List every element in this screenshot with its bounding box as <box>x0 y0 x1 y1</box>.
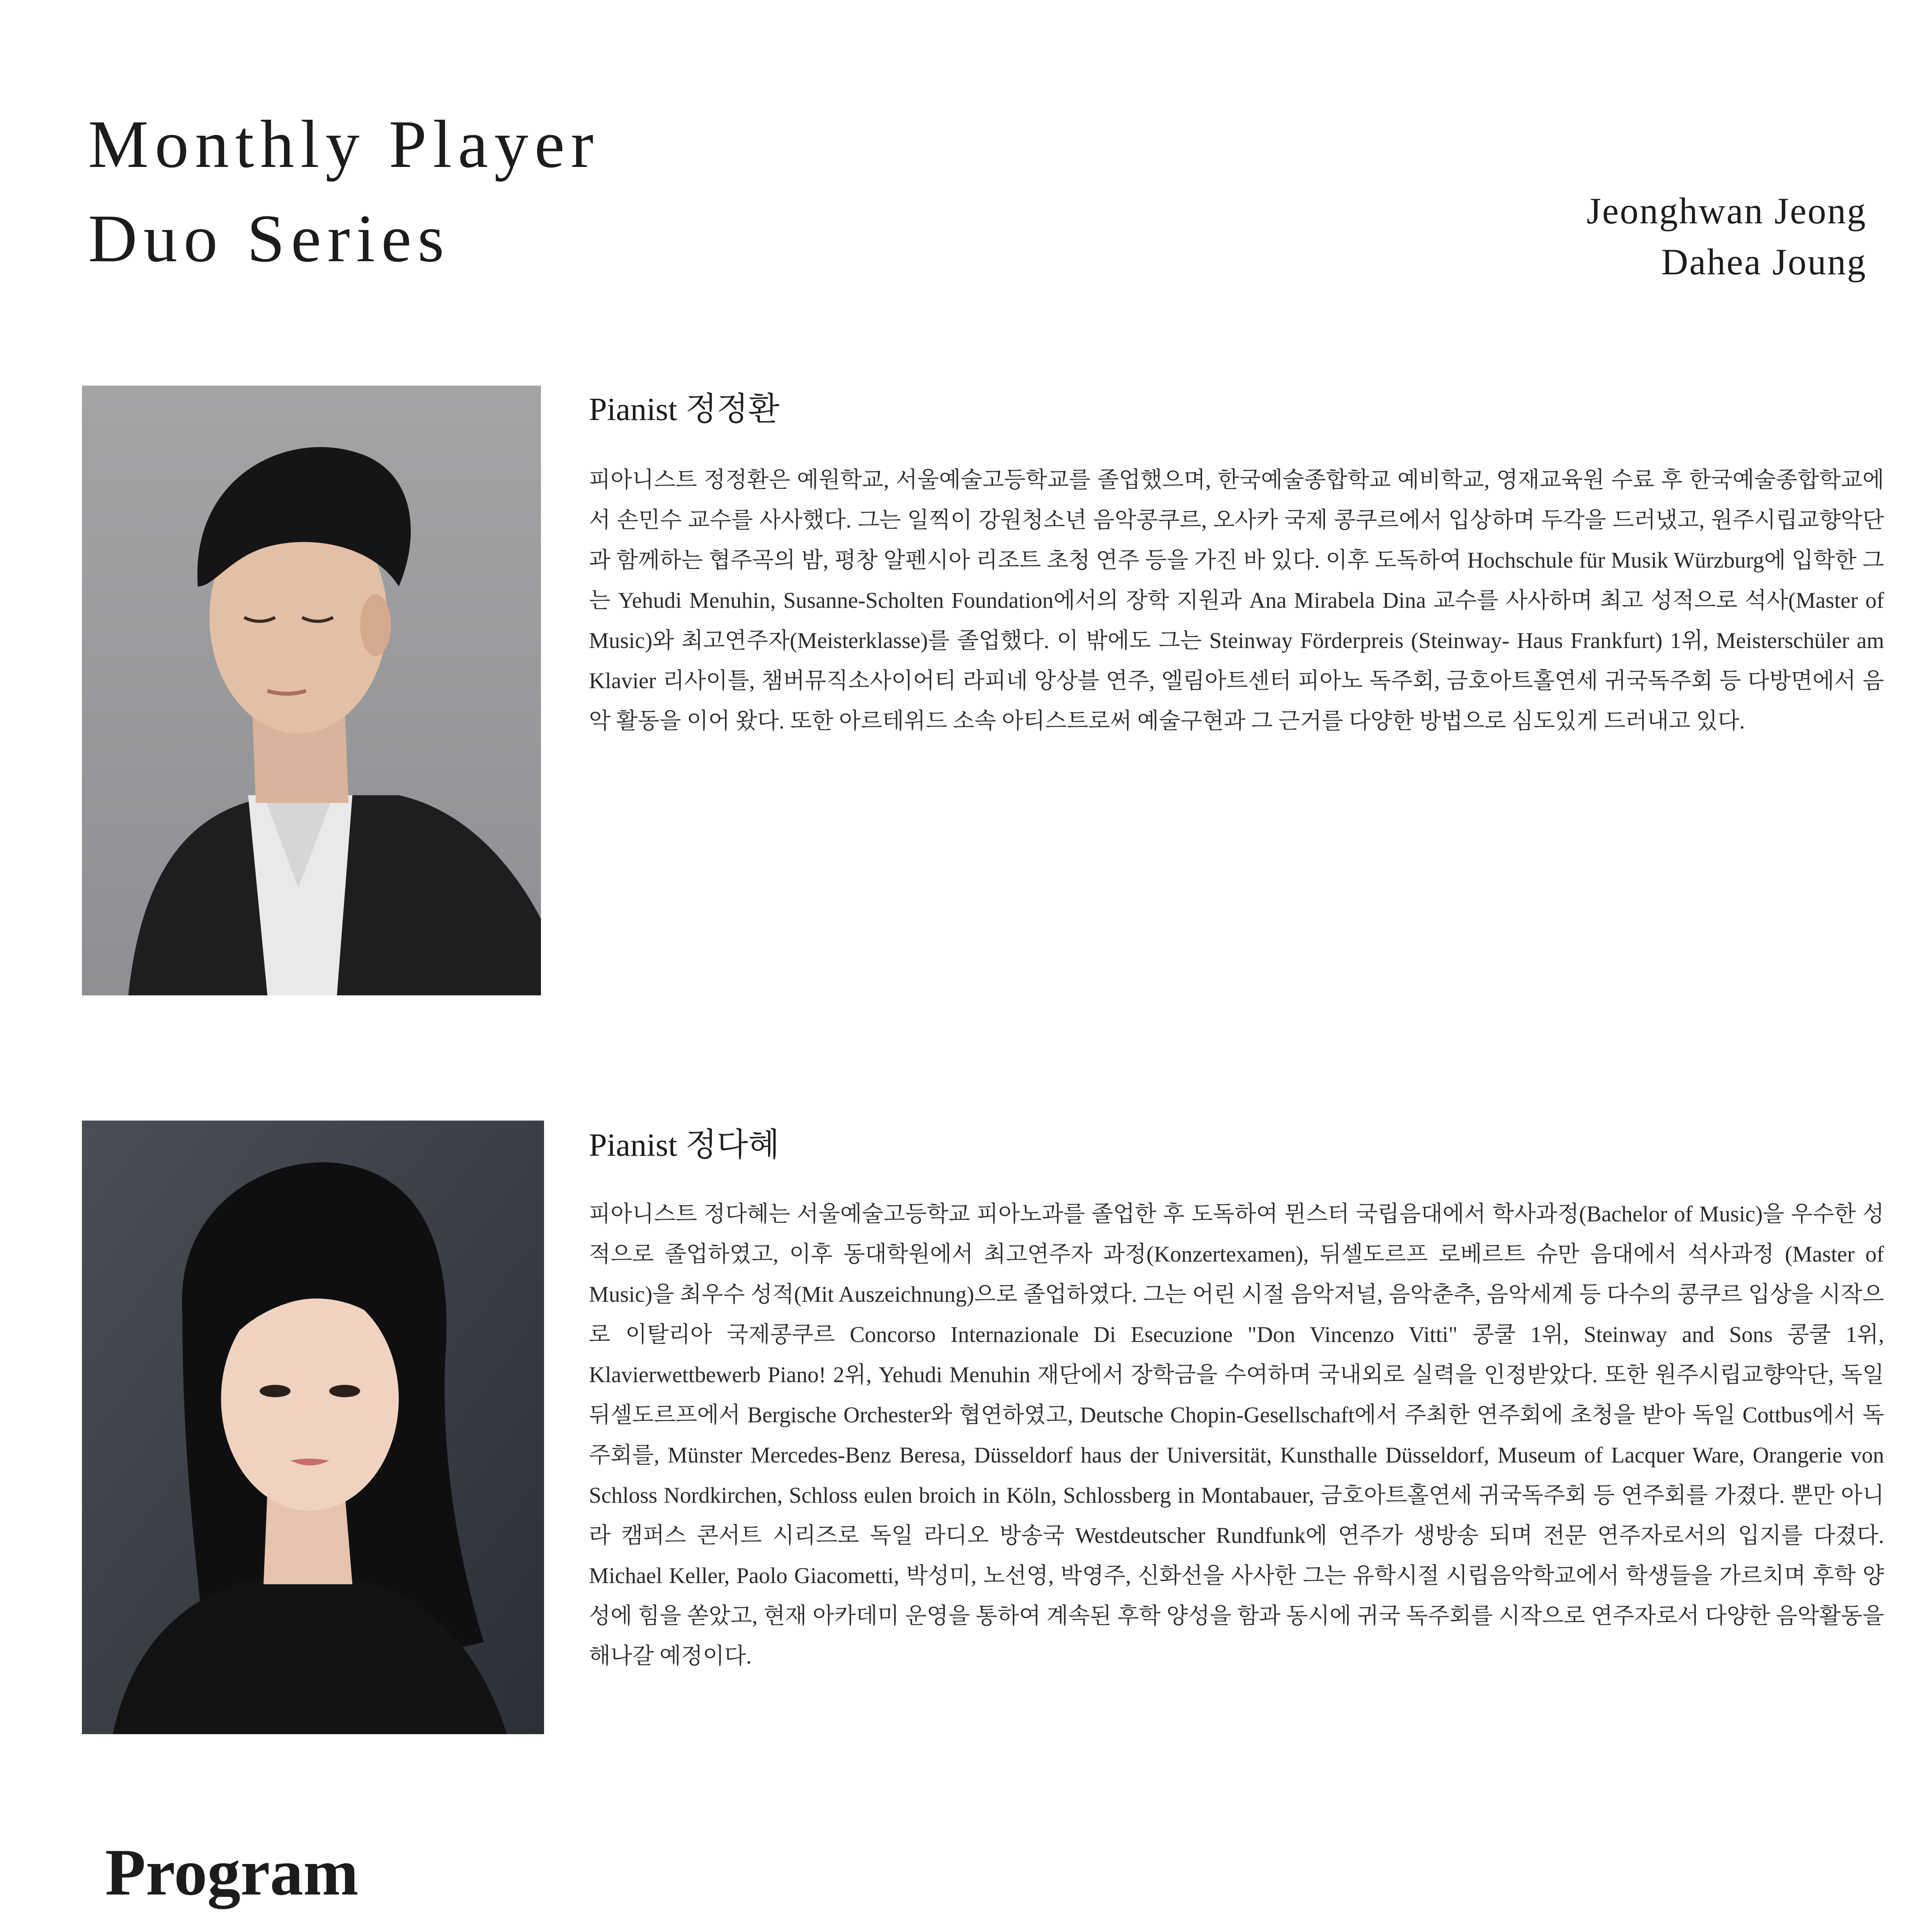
portrait-image <box>82 386 541 995</box>
bio-heading-dahea: Pianist 정다혜 <box>589 1127 780 1163</box>
performer-name: Jeonghwan Jeong <box>1587 190 1867 231</box>
performer-name: Dahea Joung <box>1661 241 1867 282</box>
title-line-1: Monthly Player <box>88 107 600 182</box>
title-line-2: Duo Series <box>88 201 451 276</box>
performer-names <box>1587 185 1867 287</box>
bio-text-dahea: 피아니스트 정다혜는 서울예술고등학교 피아노과를 졸업한 후 도독하여 뮌스터 국립음대에서 학사과정(Bachelor of Music)을 우수한 성적으로 졸업하였고, 이후 동대학원에서 최고연주자 과정(Konzertexamen), 뒤셀도르프 로베르트 슈만 음대에서 석사과정 (Master of Music)을 최우수 성적(Mit Auszeichnung)으로 졸업하였다. 그는 어린 시절 음악저널, 음악춘추, 음악세계 등 다수의 콩쿠르 입상을 시작으로 이탈리아 국제콩쿠르 Concorso Internazionale Di Esecuzione "Don Vincenzo Vitti" 콩쿨 1위, Steinway and Sons 콩쿨 1위, Klavierwettbewerb Piano! 2위, Yehudi Menuhin 재단에서 장학금을 수여하며 국내외로 실력을 인정받았다. 또한 원주시립교향악단, 독일 뒤셀도르프에서 Bergische Orchester와 협연하였고, Deutsche Chopin-Gesellschaft에서 주최한 연주회에 초청을 받아 독일 Cottbus에서 독주회를, Münster Mercedes-Benz Beresa, Düsseldorf haus der Universität, Kunsthalle Düsseldorf, Museum of Lacquer Ware, Orangerie von Schloss Nordkirchen, Schloss eulen broich in Köln, Schlossberg in Montabauer, 금호아트홀연세 귀국독주회 등 연주회를 가졌다. 뿐만 아니라 캠퍼스 콘서트 시리즈로 독일 라디오 방송국 Westdeutscher Rundfunk에 연주가 생방송 되며 전문 연주자로서의 입지를 다졌다. Michael Keller, Paolo Giacometti, 박성미, 노선영, 박영주, 신화선을 사사한 그는 유학시절 시립음악학교에서 학생들을 가르치며 후학 양성에 힘을 쏟았고, 현재 아카데미 운영을 통하여 계속된 후학 양성을 함과 동시에 귀국 독주회를 시작으로 연주자로서 다양한 음악활동을 해나갈 예정이다. <box>589 1201 1884 1668</box>
program-heading: Program <box>105 1836 359 1909</box>
bio-heading-jeonghwan: Pianist 정정환 <box>589 391 780 427</box>
bio-text-jeonghwan: 피아니스트 정정환은 예원학교, 서울예술고등학교를 졸업했으며, 한국예술종합학교 예비학교, 영재교육원 수료 후 한국예술종합학교에서 손민수 교수를 사사했다. 그는 일찍이 강원청소년 음악콩쿠르, 오사카 국제 콩쿠르에서 입상하며 두각을 드러냈고, 원주시립교향악단과 함께하는 협주곡의 밤, 평창 알펜시아 리조트 초청 연주 등을 가진 바 있다. 이후 도독하여 Hochschule für Musik Würzburg에 입학한 그는 Yehudi Menuhin, Susanne-Scholten Foundation에서의 장학 지원과 Ana Mirabela Dina 교수를 사사하며 최고 성적으로 석사(Master of Music)와 최고연주자(Meisterklasse)를 졸업했다. 이 밖에도 그는 Steinway Förderpreis (Steinway- Haus Frankfurt) 1위, Meisterschüler am Klavier 리사이틀, 챔버뮤직소사이어티 라피네 앙상블 연주, 엘림아트센터 피아노 독주회, 금호아트홀연세 귀국독주회 등 다방면에서 음악 활동을 이어 왔다. 또한 아르테위드 소속 아티스트로써 예술구현과 그 근거를 다양한 방법으로 심도있게 드러내고 있다. <box>589 467 1884 733</box>
pianist-photo-dahea <box>82 1121 544 1734</box>
portrait-image <box>82 1121 544 1734</box>
pianist-photo-jeonghwan <box>82 386 541 995</box>
